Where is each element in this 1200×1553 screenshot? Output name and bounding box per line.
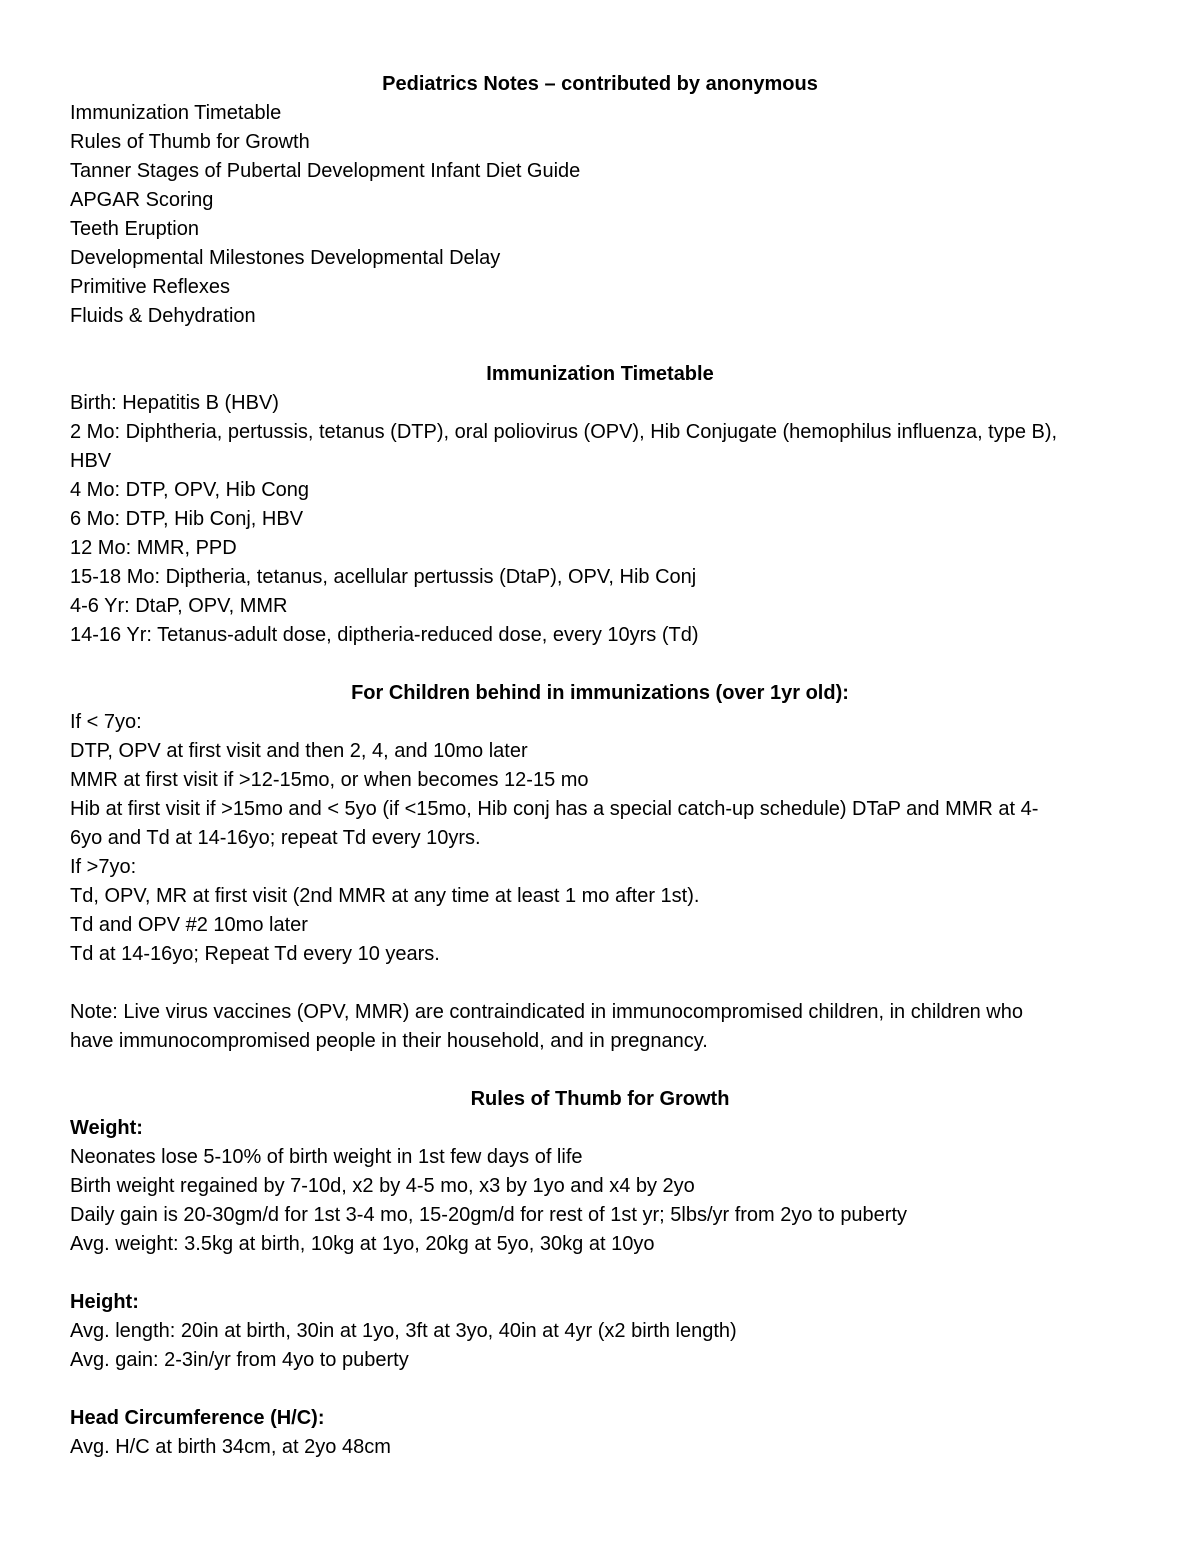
- document-content: [70, 70, 1130, 1462]
- behind-line: Td, OPV, MR at first visit (2nd MMR at any time at least 1 mo after 1st).: [70, 885, 700, 907]
- weight-line: Neonates lose 5-10% of birth weight in 1st few days of life: [70, 1146, 583, 1168]
- weight-line: Avg. weight: 3.5kg at birth, 10kg at 1yo, 20kg at 5yo, 30kg at 10yo: [70, 1233, 655, 1255]
- toc-item: Rules of Thumb for Growth: [70, 131, 310, 153]
- section-heading-growth: Rules of Thumb for Growth: [470, 1088, 730, 1110]
- section-heading-behind: For Children behind in immunizations (over 1yr old):: [351, 682, 849, 704]
- toc-item: Teeth Eruption: [70, 218, 199, 240]
- head-circumference-line: Avg. H/C at birth 34cm, at 2yo 48cm: [70, 1436, 391, 1458]
- immunization-line: Birth: Hepatitis B (HBV): [70, 392, 279, 414]
- behind-line: If >7yo:: [70, 856, 137, 878]
- behind-line: DTP, OPV at first visit and then 2, 4, and 10mo later: [70, 740, 528, 762]
- behind-line: Td at 14-16yo; Repeat Td every 10 years.: [70, 943, 440, 965]
- immunization-line: 6 Mo: DTP, Hib Conj, HBV: [70, 508, 304, 530]
- toc-item: Primitive Reflexes: [70, 276, 231, 298]
- behind-line: MMR at first visit if >12-15mo, or when becomes 12-15 mo: [70, 769, 589, 791]
- toc-item: Tanner Stages of Pubertal Development Infant Diet Guide: [70, 160, 581, 182]
- section-heading-immunization: Immunization Timetable: [486, 363, 714, 385]
- note-line: have immunocompromised people in their household, and in pregnancy.: [70, 1030, 708, 1052]
- toc-item: APGAR Scoring: [70, 189, 214, 211]
- immunization-line: 12 Mo: MMR, PPD: [70, 537, 237, 559]
- immunization-line: 15-18 Mo: Diptheria, tetanus, acellular pertussis (DtaP), OPV, Hib Conj: [70, 566, 697, 588]
- head-circumference-label: Head Circumference (H/C):: [70, 1407, 325, 1429]
- immunization-line: 2 Mo: Diphtheria, pertussis, tetanus (DTP), oral poliovirus (OPV), Hib Conjugate (hemophilus influenza, type B),: [70, 421, 1058, 443]
- immunization-line: 4-6 Yr: DtaP, OPV, MMR: [70, 595, 288, 617]
- weight-line: Birth weight regained by 7-10d, x2 by 4-5 mo, x3 by 1yo and x4 by 2yo: [70, 1175, 695, 1197]
- toc-item: Immunization Timetable: [70, 102, 282, 124]
- behind-line: If < 7yo:: [70, 711, 142, 733]
- weight-label: Weight:: [70, 1117, 143, 1139]
- note-line: Note: Live virus vaccines (OPV, MMR) are contraindicated in immunocompromised children, in children who: [70, 1001, 1023, 1023]
- toc-item: Fluids & Dehydration: [70, 305, 256, 327]
- document-title: Pediatrics Notes – contributed by anonymous: [382, 73, 818, 95]
- immunization-line: 14-16 Yr: Tetanus-adult dose, diptheria-reduced dose, every 10yrs (Td): [70, 624, 699, 646]
- immunization-line: HBV: [70, 450, 112, 472]
- immunization-line: 4 Mo: DTP, OPV, Hib Cong: [70, 479, 310, 501]
- weight-line: Daily gain is 20-30gm/d for 1st 3-4 mo, 15-20gm/d for rest of 1st yr; 5lbs/yr from 2yo to puberty: [70, 1204, 908, 1226]
- height-line: Avg. length: 20in at birth, 30in at 1yo, 3ft at 3yo, 40in at 4yr (x2 birth length): [70, 1320, 737, 1342]
- toc-item: Developmental Milestones Developmental Delay: [70, 247, 501, 269]
- behind-line: Hib at first visit if >15mo and < 5yo (if <15mo, Hib conj has a special catch-up schedule) DTaP and MMR at 4-: [70, 798, 1039, 820]
- behind-line: Td and OPV #2 10mo later: [70, 914, 308, 936]
- height-label: Height:: [70, 1291, 139, 1313]
- height-line: Avg. gain: 2-3in/yr from 4yo to puberty: [70, 1349, 409, 1371]
- behind-line: 6yo and Td at 14-16yo; repeat Td every 10yrs.: [70, 827, 481, 849]
